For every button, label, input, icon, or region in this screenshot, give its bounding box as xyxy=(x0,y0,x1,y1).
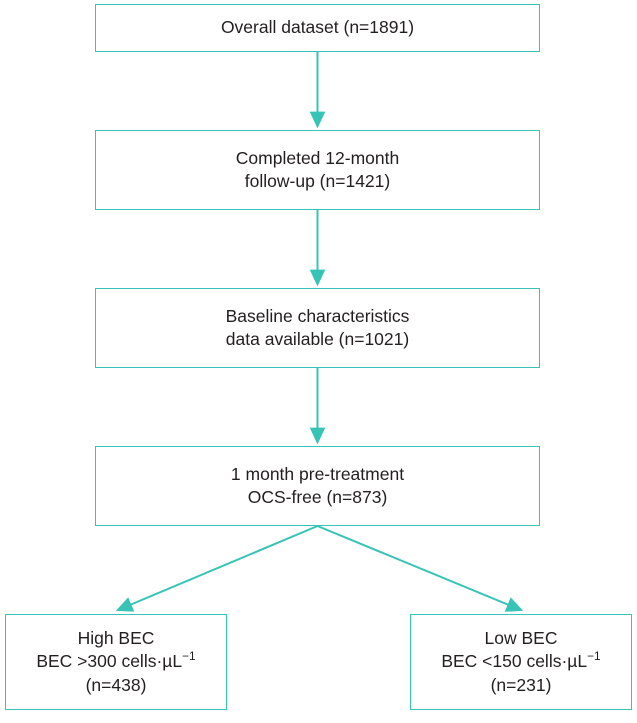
node-overall-line-1: Overall dataset (n=1891) xyxy=(220,17,415,38)
node-baseline-characteristics xyxy=(95,288,540,368)
node-low-bec-threshold xyxy=(441,650,600,673)
node-low-bec-count: (n=231) xyxy=(490,674,552,695)
node-ocsfree-line-2: OCS-free (n=873) xyxy=(247,487,388,507)
node-completed-followup xyxy=(95,130,540,210)
node-high-bec-superscript: −1 xyxy=(182,649,196,664)
node-high-bec xyxy=(5,614,227,710)
node-high-bec-threshold xyxy=(36,650,195,673)
node-high-bec-threshold-text: BEC >300 cells·µL xyxy=(36,651,183,672)
node-followup-line-1: Completed 12-month xyxy=(235,147,400,168)
edge-ocsfree-to-high-bec xyxy=(118,526,318,610)
node-overall-dataset xyxy=(95,4,540,52)
node-followup-line-2: follow-up (n=1421) xyxy=(244,171,391,191)
node-ocs-free xyxy=(95,446,540,526)
node-high-bec-title: High BEC xyxy=(77,628,155,649)
node-high-bec-count: (n=438) xyxy=(85,674,147,695)
node-low-bec-threshold-text: BEC <150 cells·µL xyxy=(441,651,588,672)
node-low-bec-title: Low BEC xyxy=(484,628,558,649)
node-low-bec-superscript: −1 xyxy=(587,649,601,664)
node-baseline-line-1: Baseline characteristics xyxy=(225,305,410,326)
edge-ocsfree-to-low-bec xyxy=(318,526,522,610)
node-low-bec xyxy=(410,614,632,710)
node-ocsfree-line-1: 1 month pre-treatment xyxy=(230,463,405,484)
node-baseline-line-2: data available (n=1021) xyxy=(225,329,410,349)
